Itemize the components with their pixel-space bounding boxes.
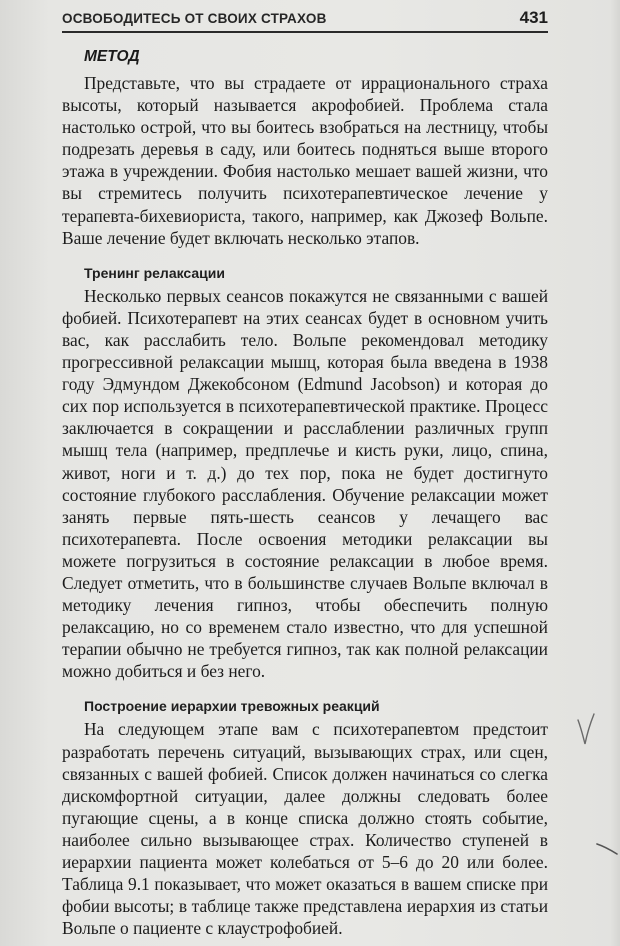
pencil-check-mark-icon bbox=[576, 712, 596, 748]
spacer bbox=[62, 682, 548, 690]
spacer bbox=[62, 249, 548, 257]
page-content bbox=[62, 40, 548, 939]
running-head bbox=[62, 9, 548, 33]
relaxation-paragraph: Несколько первых сеансов покажутся не связанными с вашей фобией. Психотерапевт на этих сеансах будет в основном учить вас, как расслабить тело. Вольпе рекомендовал методику прогрессивной релаксации мышц, которая была введена в 1938 году Эдмундом Джекобсоном (Edmund Jacobson) и которая до сих пор используется в психотерапевтической практике. Процесс заключается в сокращении и расслаблении различных групп мышц тела (например, предплечье и кисть руки, лицо, спина, живот, ноги и т. д.) до тех пор, пока не будет достигнуто состояние глубокого расслабления. Обучение релаксации может занять первые пять-шесть сеансов у лечащего вас психотерапевта. После освоения методики релаксации вы можете погрузиться в состояние релаксации в любое время. Следует отметить, что в большинстве случаев Вольпе включал в методику лечения гипноз, чтобы обеспечить полную релаксацию, но со временем стало известно, что для успешной терапии обычно не требуется гипноз, так как полной релаксации можно добиться и без него. bbox=[62, 285, 548, 682]
running-title: ОСВОБОДИТЕСЬ ОТ СВОИХ СТРАХОВ bbox=[62, 11, 327, 26]
subheading-anxiety-hierarchy: Построение иерархии тревожных реакций bbox=[84, 698, 380, 715]
page-number: 431 bbox=[519, 8, 548, 27]
intro-paragraph: Представьте, что вы страдаете от иррационального страха высоты, который называется акрофобией. Проблема стала настолько острой, что вы боитесь взобраться на лестницу, чтобы подрезать деревья в саду, или боитесь подняться выше второго этажа в учреждении. Фобия настолько мешает вашей жизни, что вы стремитесь получить психотерапевтическое лечение у терапевта-бихевиориста, такого, например, как Джозеф Вольпе. Ваше лечение будет включать несколько этапов. bbox=[62, 73, 548, 248]
hierarchy-paragraph: На следующем этапе вам с психотерапевтом предстоит разработать перечень ситуаций, вызывающих страх, или сцен, связанных с вашей фобией. Список должен начинаться со слегка дискомфортной ситуации, далее должны следовать более пугающие сцены, а в конце списка должно стоять событие, наиболее сильно вызывающее страх. Количество ступеней в иерархии пациента может колебаться от 5–6 до 20 или более. Таблица 9.1 показывает, что может оказаться в вашем списке при фобии высоты; в таблице также представлена иерархия из статьи Вольпе о пациенте с клаустрофобией. bbox=[62, 719, 548, 939]
section-title: МЕТОД bbox=[84, 48, 140, 65]
subheading-relaxation-training: Тренинг релаксации bbox=[84, 264, 225, 281]
page-edge-shadow bbox=[610, 0, 620, 946]
